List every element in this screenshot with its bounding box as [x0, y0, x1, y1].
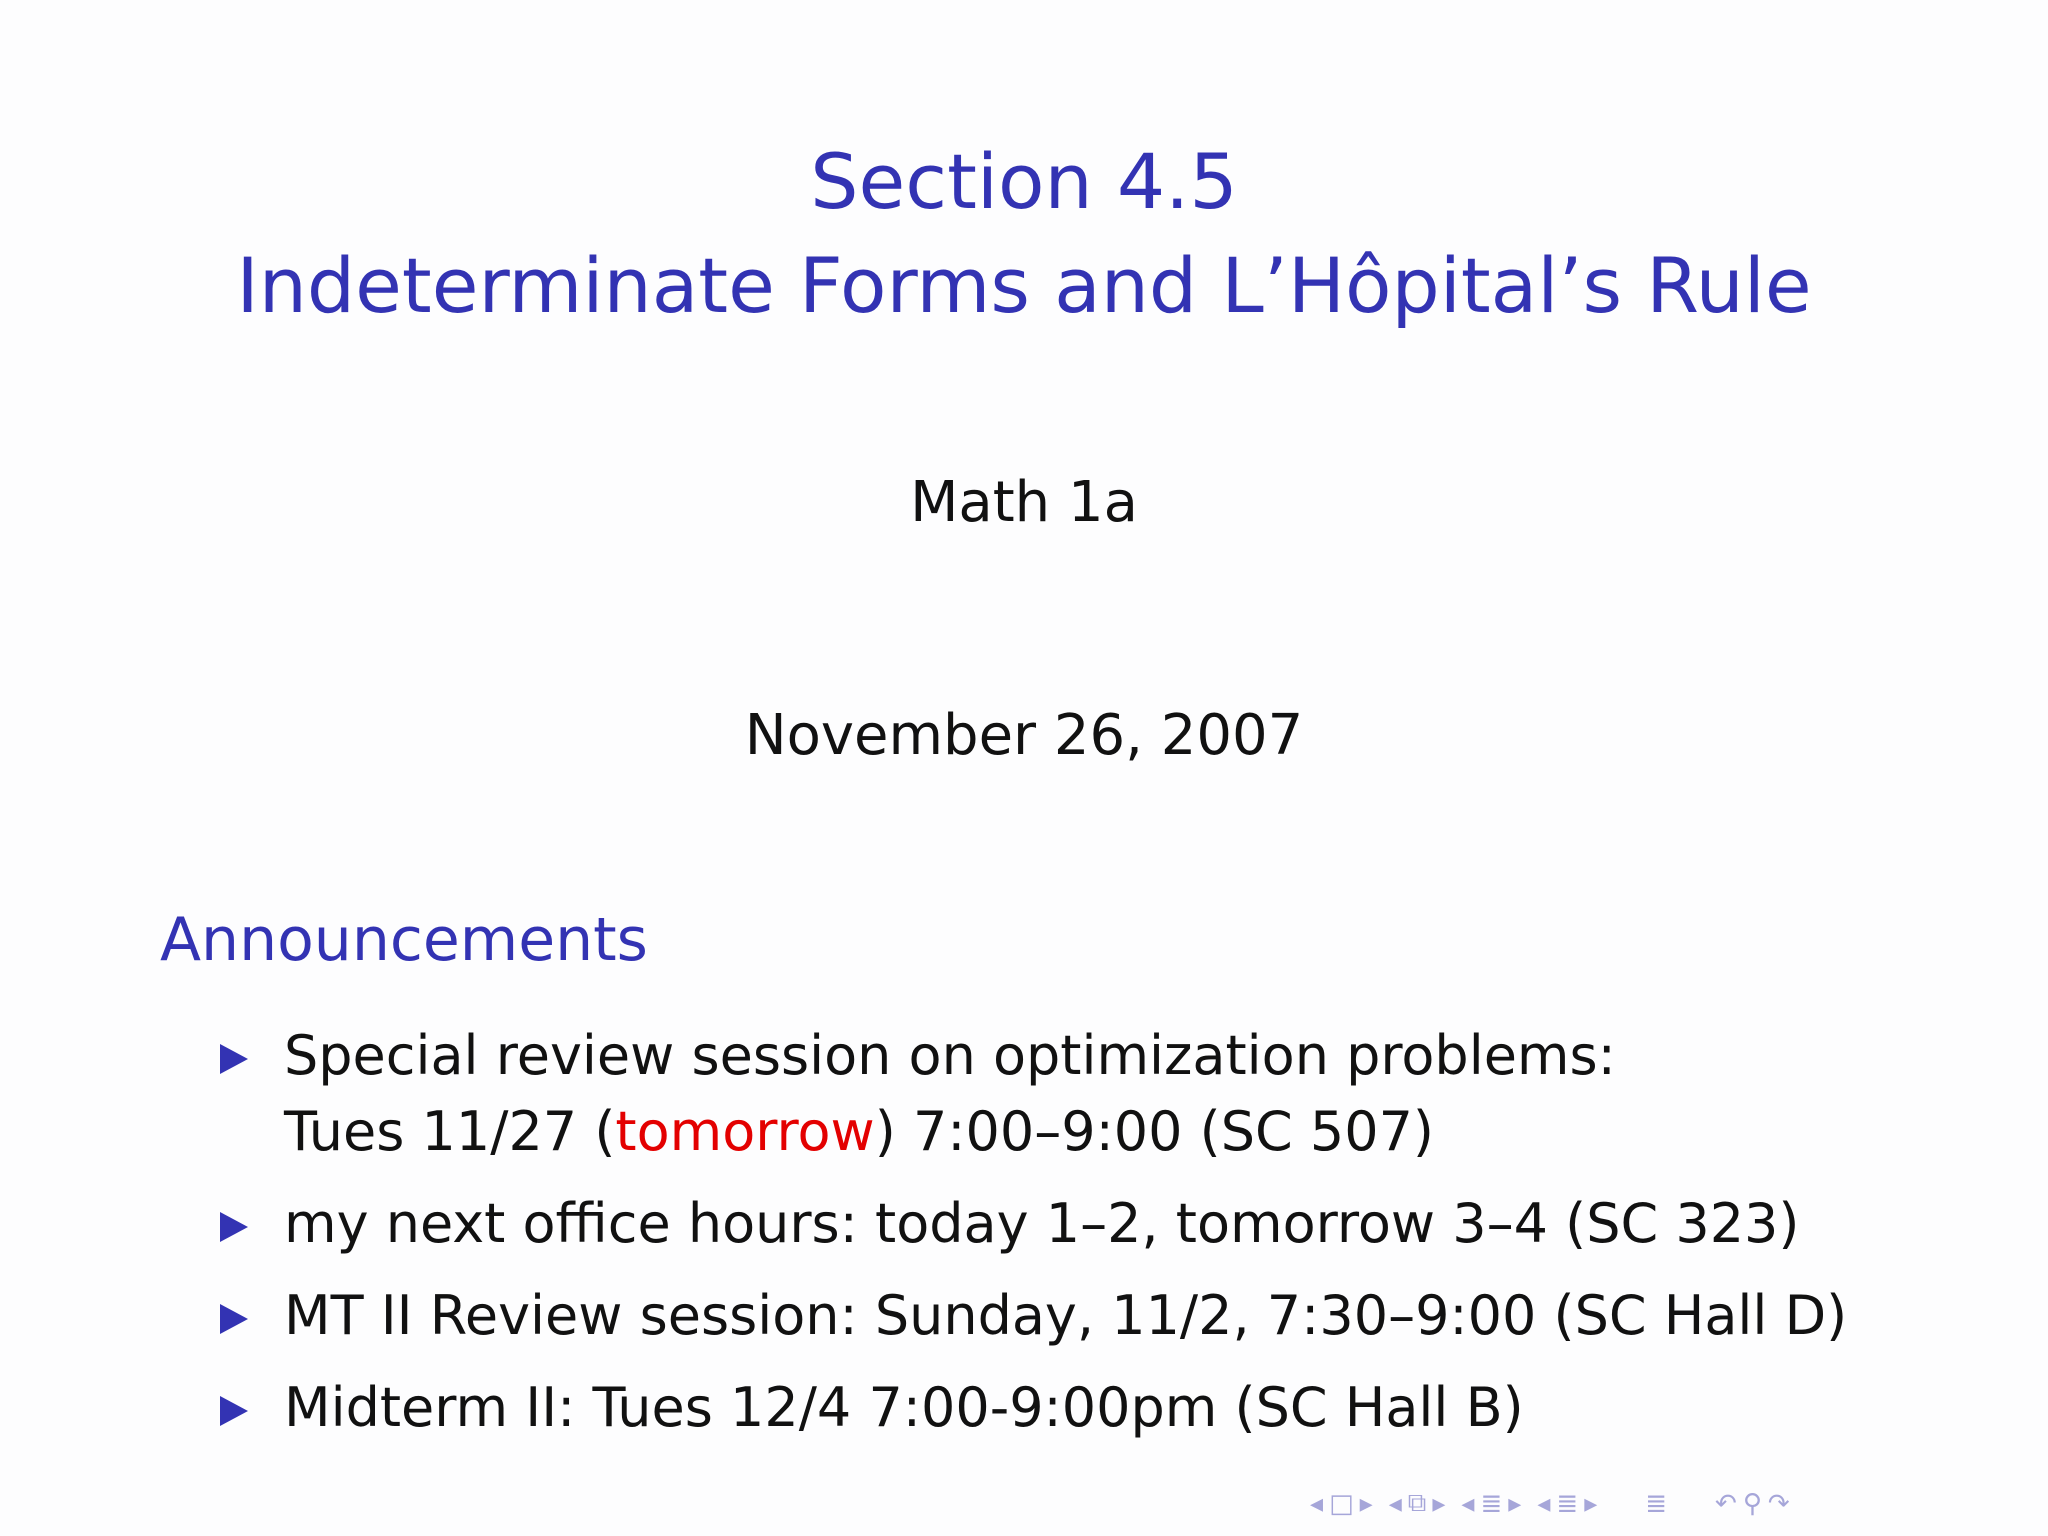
search-icon[interactable]: ⚲: [1742, 1488, 1762, 1519]
item-text: Special review session on optimization problems:: [284, 1024, 1616, 1087]
prev-arrow-icon[interactable]: ◂: [1388, 1488, 1402, 1519]
title-topic: Indeterminate Forms and L’Hôpital’s Rule: [236, 241, 1812, 330]
list-item: [0, 1186, 2048, 1262]
slide-title: [0, 130, 2048, 338]
beamer-navigation-bar: [1310, 1488, 1790, 1519]
section-icon[interactable]: ≣: [1480, 1488, 1503, 1519]
announcements-heading: Announcements: [160, 905, 648, 975]
triangle-bullet-icon: [220, 1304, 248, 1334]
highlight-text: tomorrow: [615, 1100, 875, 1163]
list-item: [0, 1370, 2048, 1446]
triangle-bullet-icon: [220, 1044, 248, 1074]
toc-icon[interactable]: ≣: [1645, 1488, 1668, 1519]
forward-icon[interactable]: ↷: [1767, 1488, 1790, 1519]
subsection-icon[interactable]: ⧉: [1407, 1488, 1427, 1518]
item-text: my next office hours: today 1–2, tomorrow 3–4 (SC 323): [284, 1192, 1800, 1255]
presentation-icon[interactable]: ≣: [1556, 1488, 1579, 1519]
title-section-number: Section 4.5: [810, 137, 1238, 226]
prev-arrow-icon[interactable]: ◂: [1537, 1488, 1551, 1519]
item-text: MT II Review session: Sunday, 11/2, 7:30–9:00 (SC Hall D): [284, 1284, 1848, 1347]
prev-arrow-icon[interactable]: ◂: [1310, 1488, 1324, 1519]
next-arrow-icon[interactable]: ▸: [1359, 1488, 1373, 1519]
item-text-part: Tues 11/27 (: [284, 1100, 616, 1163]
date: November 26, 2007: [744, 703, 1304, 768]
item-text-continued: [284, 1094, 2048, 1170]
triangle-bullet-icon: [220, 1396, 248, 1426]
next-arrow-icon[interactable]: ▸: [1432, 1488, 1446, 1519]
prev-arrow-icon[interactable]: ◂: [1461, 1488, 1475, 1519]
author: Math 1a: [910, 470, 1138, 535]
item-text-part: ) 7:00–9:00 (SC 507): [874, 1100, 1434, 1163]
next-arrow-icon[interactable]: ▸: [1508, 1488, 1522, 1519]
list-item: [0, 1278, 2048, 1354]
announcements-list: [0, 1018, 2048, 1446]
frame-icon[interactable]: □: [1329, 1488, 1354, 1519]
list-item: [0, 1018, 2048, 1170]
next-arrow-icon[interactable]: ▸: [1584, 1488, 1598, 1519]
item-text: Midterm II: Tues 12/4 7:00-9:00pm (SC Hall B): [284, 1376, 1524, 1439]
triangle-bullet-icon: [220, 1212, 248, 1242]
back-icon[interactable]: ↶: [1715, 1488, 1737, 1519]
